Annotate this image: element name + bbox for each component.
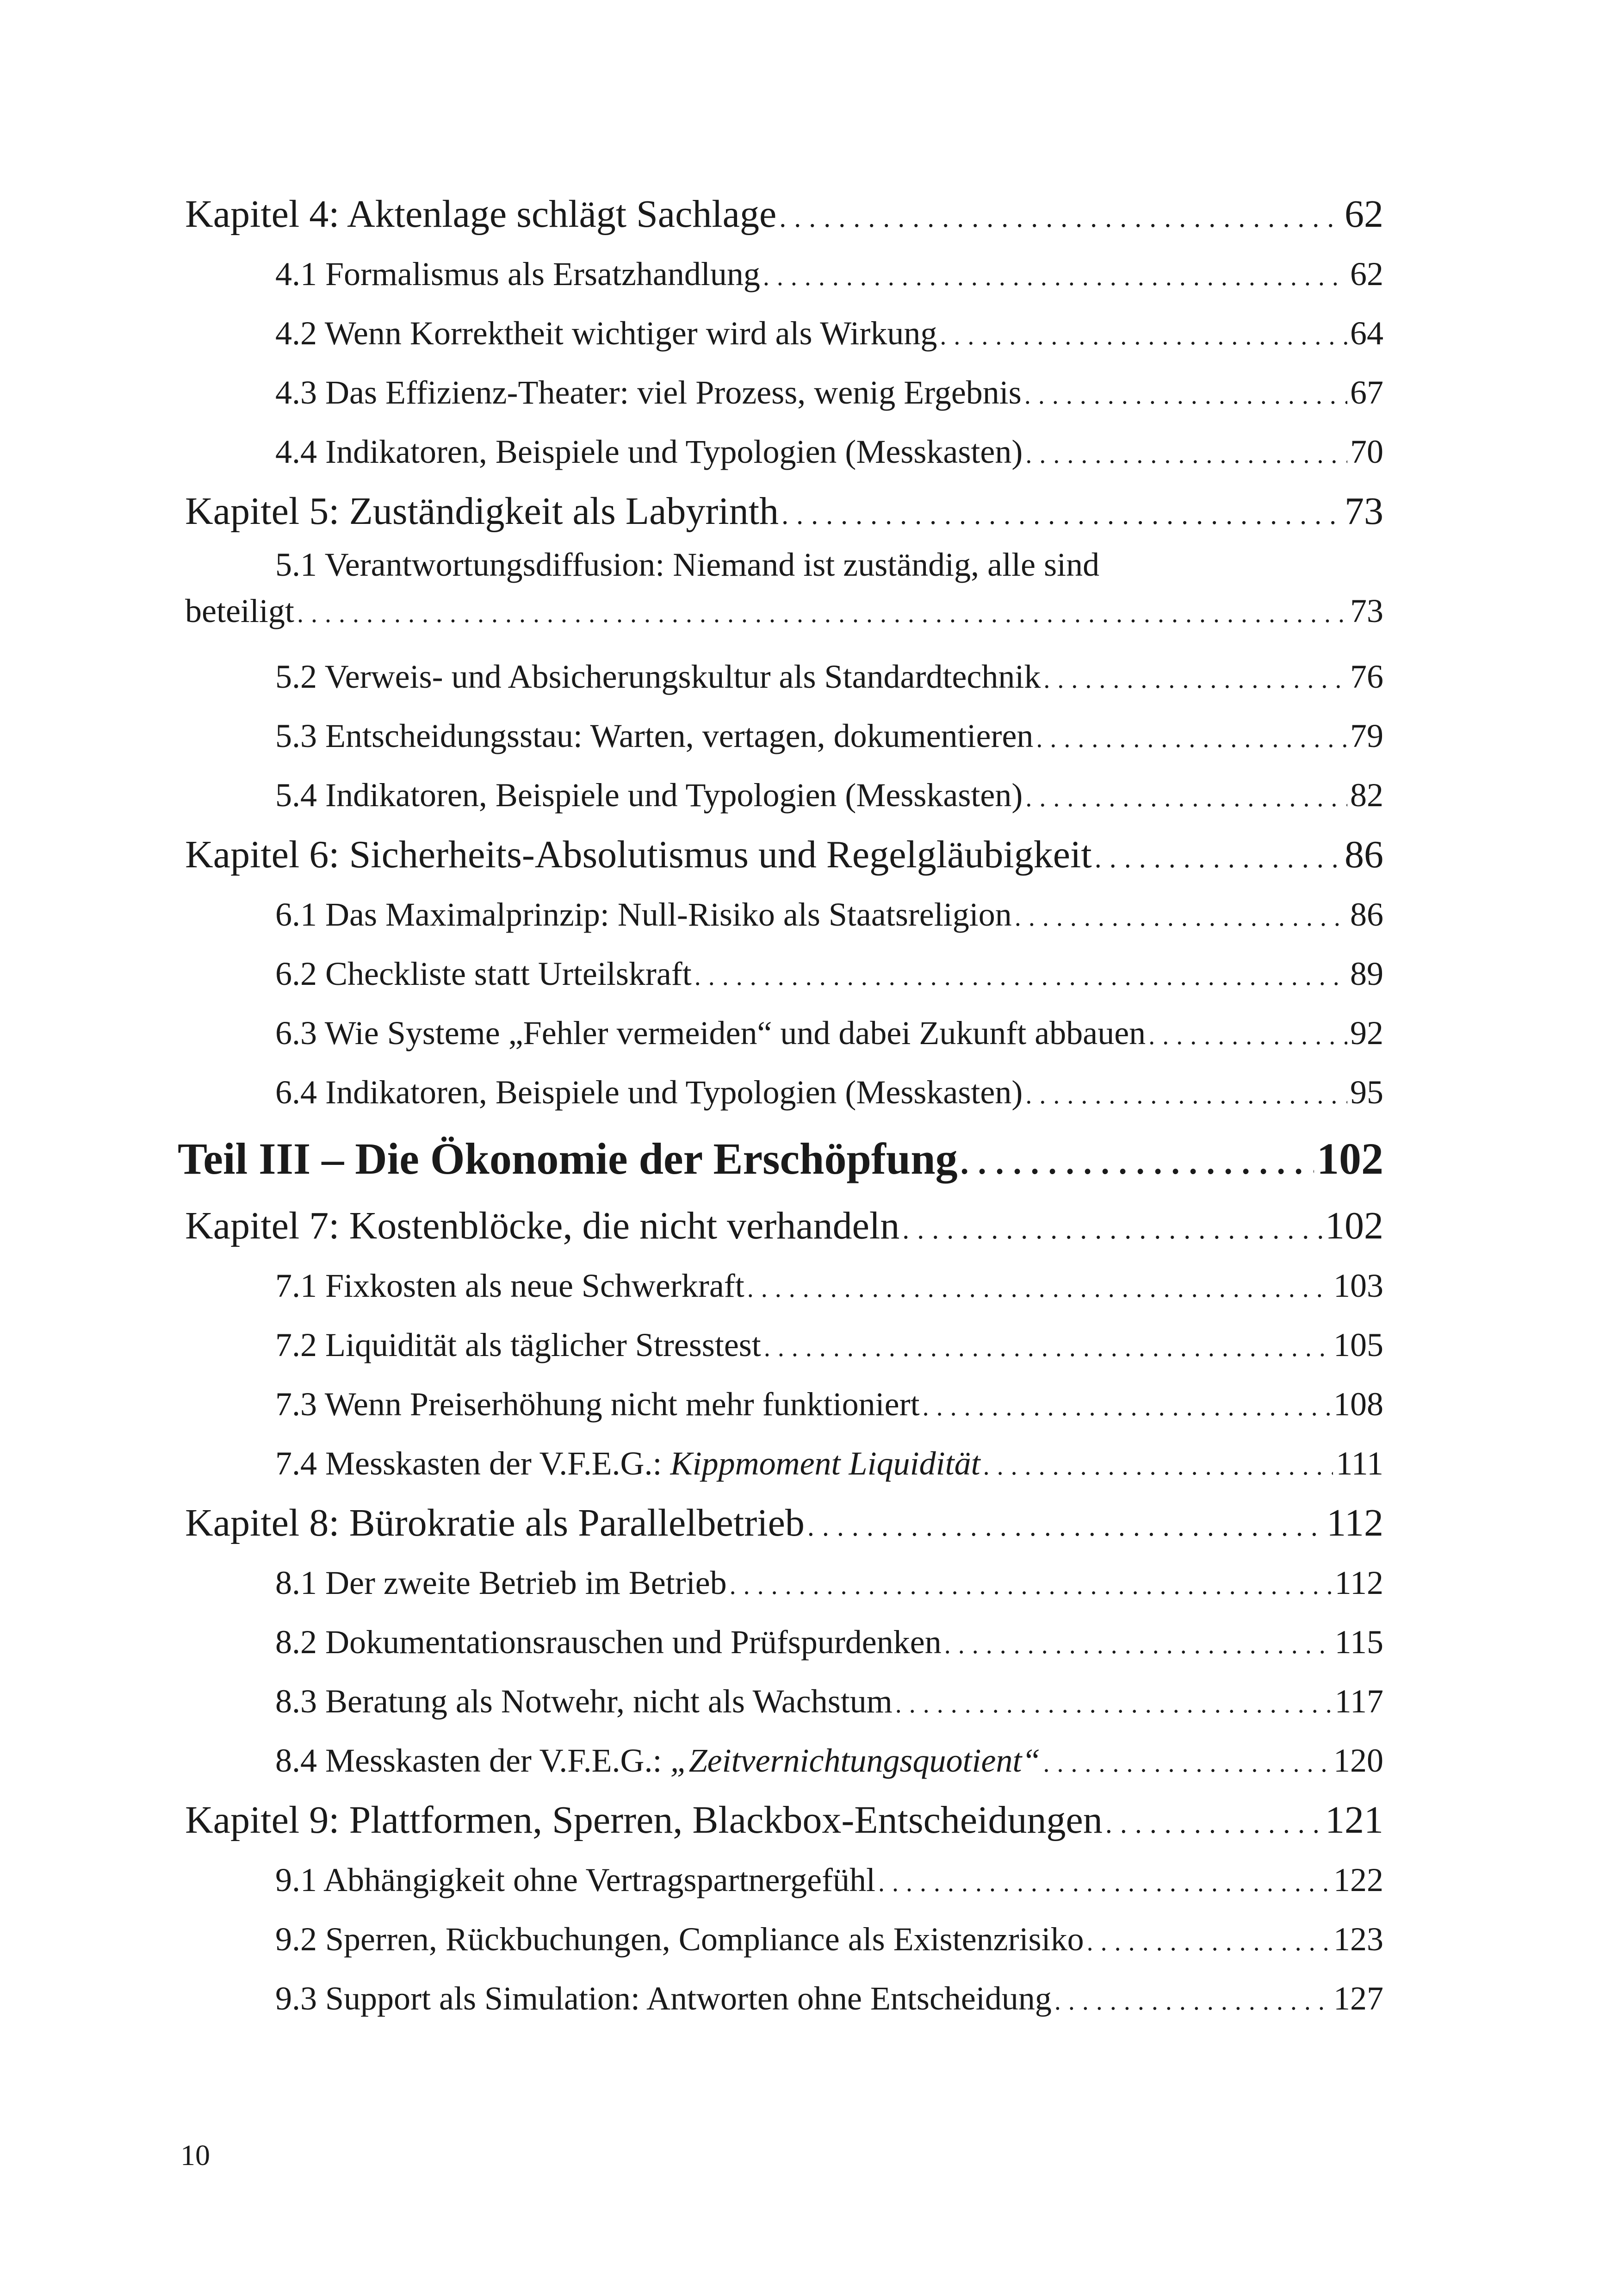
- toc-page-number: 108: [1333, 1386, 1383, 1423]
- toc-page-number: 92: [1350, 1014, 1383, 1052]
- toc-page-number: 73: [1350, 592, 1383, 629]
- toc-chapter-8: [185, 1493, 1383, 1553]
- toc-page-number: 62: [1345, 193, 1383, 236]
- toc-chapter-7: [185, 1196, 1383, 1256]
- leader-dots: [1036, 709, 1347, 768]
- leader-dots: [764, 1318, 1331, 1377]
- leader-dots: [1105, 1793, 1322, 1854]
- toc-page-number: 123: [1333, 1921, 1383, 1958]
- toc-page-number: 86: [1350, 896, 1383, 933]
- toc-section-8-4: [185, 1731, 1383, 1790]
- leader-dots: [1024, 366, 1347, 425]
- leader-dots: [1054, 1972, 1331, 2031]
- toc-section-5-1: [185, 541, 1383, 647]
- leader-dots: [1148, 1006, 1347, 1065]
- toc-entry-title: 7.1 Fixkosten als neue Schwerkraft: [275, 1267, 744, 1304]
- leader-dots: [878, 1853, 1331, 1912]
- toc-chapter-9: [185, 1790, 1383, 1850]
- toc-section-4-3: [185, 363, 1383, 422]
- toc-entry-title: [275, 1731, 1041, 1790]
- toc-section-5-2: [185, 647, 1383, 706]
- leader-dots: [961, 1126, 1314, 1200]
- toc-section-7-2: [185, 1315, 1383, 1375]
- toc-section-5-3: [185, 706, 1383, 765]
- toc-page-number: 76: [1350, 658, 1383, 695]
- toc-page-number: 73: [1345, 490, 1383, 533]
- toc-section-6-3: [185, 1003, 1383, 1063]
- toc-entry-title: 9.3 Support als Simulation: Antworten ohne Entscheidung: [275, 1980, 1052, 2017]
- toc-entry-title: Kapitel 6: Sicherheits-Absolutismus und Regelgläubigkeit: [185, 833, 1092, 876]
- toc-section-7-1: [185, 1256, 1383, 1315]
- toc-entry-title: Teil III – Die Ökonomie der Erschöpfung: [178, 1134, 958, 1183]
- toc-page-number: 111: [1336, 1445, 1383, 1482]
- toc-entry-title-italic: „Zeitvernichtungsquotient“: [670, 1742, 1041, 1779]
- toc-entry-title: 8.3 Beratung als Notwehr, nicht als Wachstum: [275, 1683, 893, 1720]
- leader-dots: [694, 947, 1347, 1006]
- toc-entry-title: [275, 1434, 980, 1493]
- toc-entry-title-continued: beteiligt: [185, 592, 294, 629]
- toc-section-8-2: [185, 1612, 1383, 1672]
- leader-dots: [944, 1615, 1332, 1674]
- toc-entry-title: 6.3 Wie Systeme „Fehler vermeiden“ und dabei Zukunft abbauen: [275, 1014, 1146, 1052]
- toc-entry-title: Kapitel 4: Aktenlage schlägt Sachlage: [185, 193, 777, 236]
- toc-page-number: 105: [1333, 1326, 1383, 1363]
- toc-page-number: 122: [1333, 1861, 1383, 1898]
- leader-dots: [1043, 1734, 1331, 1793]
- leader-dots: [779, 187, 1342, 248]
- toc-entry-title: Kapitel 9: Plattformen, Sperren, Blackbox-Entscheidungen: [185, 1798, 1103, 1842]
- toc-entry-title: 4.1 Formalismus als Ersatzhandlung: [275, 255, 760, 292]
- toc-entry-title-italic: Kippmoment Liquidität: [670, 1445, 980, 1482]
- leader-dots: [807, 1496, 1324, 1556]
- toc-page-number: 103: [1333, 1267, 1383, 1304]
- toc-page-number: 62: [1350, 255, 1383, 292]
- toc-page-number: 67: [1350, 374, 1383, 411]
- toc-section-8-1: [185, 1553, 1383, 1612]
- toc-entry-title: 4.2 Wenn Korrektheit wichtiger wird als Wirkung: [275, 315, 937, 352]
- table-of-contents: [178, 184, 1383, 2028]
- toc-page-number: 115: [1334, 1624, 1383, 1661]
- toc-entry-title: 6.1 Das Maximalprinzip: Null-Risiko als Staatsreligion: [275, 896, 1012, 933]
- toc-page-number: 89: [1350, 955, 1383, 992]
- leader-dots: [923, 1377, 1331, 1437]
- toc-page-number: 82: [1350, 777, 1383, 814]
- toc-chapter-5: [185, 481, 1383, 541]
- leader-dots: [902, 1199, 1322, 1259]
- toc-entry-title: 5.3 Entscheidungsstau: Warten, vertagen, dokumentieren: [275, 717, 1034, 754]
- toc-chapter-6: [185, 825, 1383, 885]
- toc-page-number: 112: [1334, 1564, 1383, 1601]
- toc-page-number: 95: [1350, 1074, 1383, 1111]
- page-number-footer: 10: [180, 2139, 210, 2172]
- leader-dots: [1095, 828, 1342, 888]
- toc-section-7-3: [185, 1375, 1383, 1434]
- toc-page-number: 86: [1345, 833, 1383, 876]
- toc-section-6-4: [185, 1063, 1383, 1122]
- toc-page-number: 64: [1350, 315, 1383, 352]
- leader-dots: [730, 1556, 1332, 1615]
- toc-section-6-1: [185, 885, 1383, 944]
- toc-entry-title: 8.1 Der zweite Betrieb im Betrieb: [275, 1564, 727, 1601]
- toc-entry-title: 5.2 Verweis- und Absicherungskultur als Standardtechnik: [275, 658, 1041, 695]
- toc-entry-title: 4.4 Indikatoren, Beispiele und Typologien (Messkasten): [275, 433, 1023, 470]
- toc-section-6-2: [185, 944, 1383, 1003]
- toc-section-4-4: [185, 422, 1383, 481]
- toc-page-number: 127: [1333, 1980, 1383, 2017]
- leader-dots: [940, 306, 1347, 366]
- toc-page-number: 120: [1333, 1742, 1383, 1779]
- toc-section-4-2: [185, 304, 1383, 363]
- leader-dots: [895, 1674, 1332, 1734]
- leader-dots: [1087, 1912, 1331, 1972]
- toc-section-9-3: [185, 1969, 1383, 2028]
- toc-section-4-1: [185, 244, 1383, 304]
- toc-page-number: 112: [1327, 1501, 1383, 1544]
- toc-chapter-4: [185, 184, 1383, 244]
- leader-dots: [297, 591, 1347, 637]
- toc-entry-title: Kapitel 5: Zuständigkeit als Labyrinth: [185, 490, 779, 533]
- leader-dots: [747, 1259, 1331, 1318]
- toc-entry-title: Kapitel 8: Bürokratie als Parallelbetrieb: [185, 1501, 805, 1544]
- leader-dots: [781, 485, 1342, 545]
- leader-dots: [983, 1437, 1333, 1496]
- toc-page-number: 79: [1350, 717, 1383, 754]
- leader-dots: [763, 247, 1347, 306]
- toc-section-8-3: [185, 1672, 1383, 1731]
- toc-section-9-2: [185, 1910, 1383, 1969]
- toc-page-number: 117: [1334, 1683, 1383, 1720]
- toc-page-number: 102: [1325, 1204, 1383, 1247]
- toc-entry-title: 5.4 Indikatoren, Beispiele und Typologien (Messkasten): [275, 777, 1023, 814]
- toc-entry-title: 6.4 Indikatoren, Beispiele und Typologien (Messkasten): [275, 1074, 1023, 1111]
- toc-part-3: [178, 1122, 1383, 1196]
- toc-entry-title: 9.2 Sperren, Rückbuchungen, Compliance als Existenzrisiko: [275, 1921, 1084, 1958]
- toc-entry-title-plain: 8.4 Messkasten der V.F.E.G.:: [275, 1742, 670, 1779]
- toc-section-7-4: [185, 1434, 1383, 1493]
- leader-dots: [1015, 888, 1347, 947]
- toc-page-number: 102: [1317, 1134, 1383, 1183]
- toc-entry-title: 7.3 Wenn Preiserhöhung nicht mehr funktioniert: [275, 1386, 920, 1423]
- toc-entry-title-plain: 7.4 Messkasten der V.F.E.G.:: [275, 1445, 670, 1482]
- toc-entry-title: 9.1 Abhängigkeit ohne Vertragspartnergefühl: [275, 1861, 876, 1898]
- toc-entry-title: 8.2 Dokumentationsrauschen und Prüfspurdenken: [275, 1624, 942, 1661]
- toc-entry-title: 4.3 Das Effizienz-Theater: viel Prozess, wenig Ergebnis: [275, 374, 1022, 411]
- leader-dots: [1025, 768, 1347, 828]
- leader-dots: [1043, 650, 1347, 709]
- toc-entry-title: 6.2 Checkliste statt Urteilskraft: [275, 955, 692, 992]
- toc-page-number: 70: [1350, 433, 1383, 470]
- toc-section-9-1: [185, 1850, 1383, 1910]
- toc-entry-title: 7.2 Liquidität als täglicher Stresstest: [275, 1326, 761, 1363]
- toc-page-number: 121: [1325, 1798, 1383, 1842]
- toc-entry-title: 5.1 Verantwortungsdiffusion: Niemand ist zuständig, alle sind: [275, 546, 1100, 583]
- leader-dots: [1025, 1065, 1347, 1125]
- leader-dots: [1025, 425, 1347, 484]
- toc-entry-title: Kapitel 7: Kostenblöcke, die nicht verhandeln: [185, 1204, 900, 1247]
- toc-section-5-4: [185, 765, 1383, 825]
